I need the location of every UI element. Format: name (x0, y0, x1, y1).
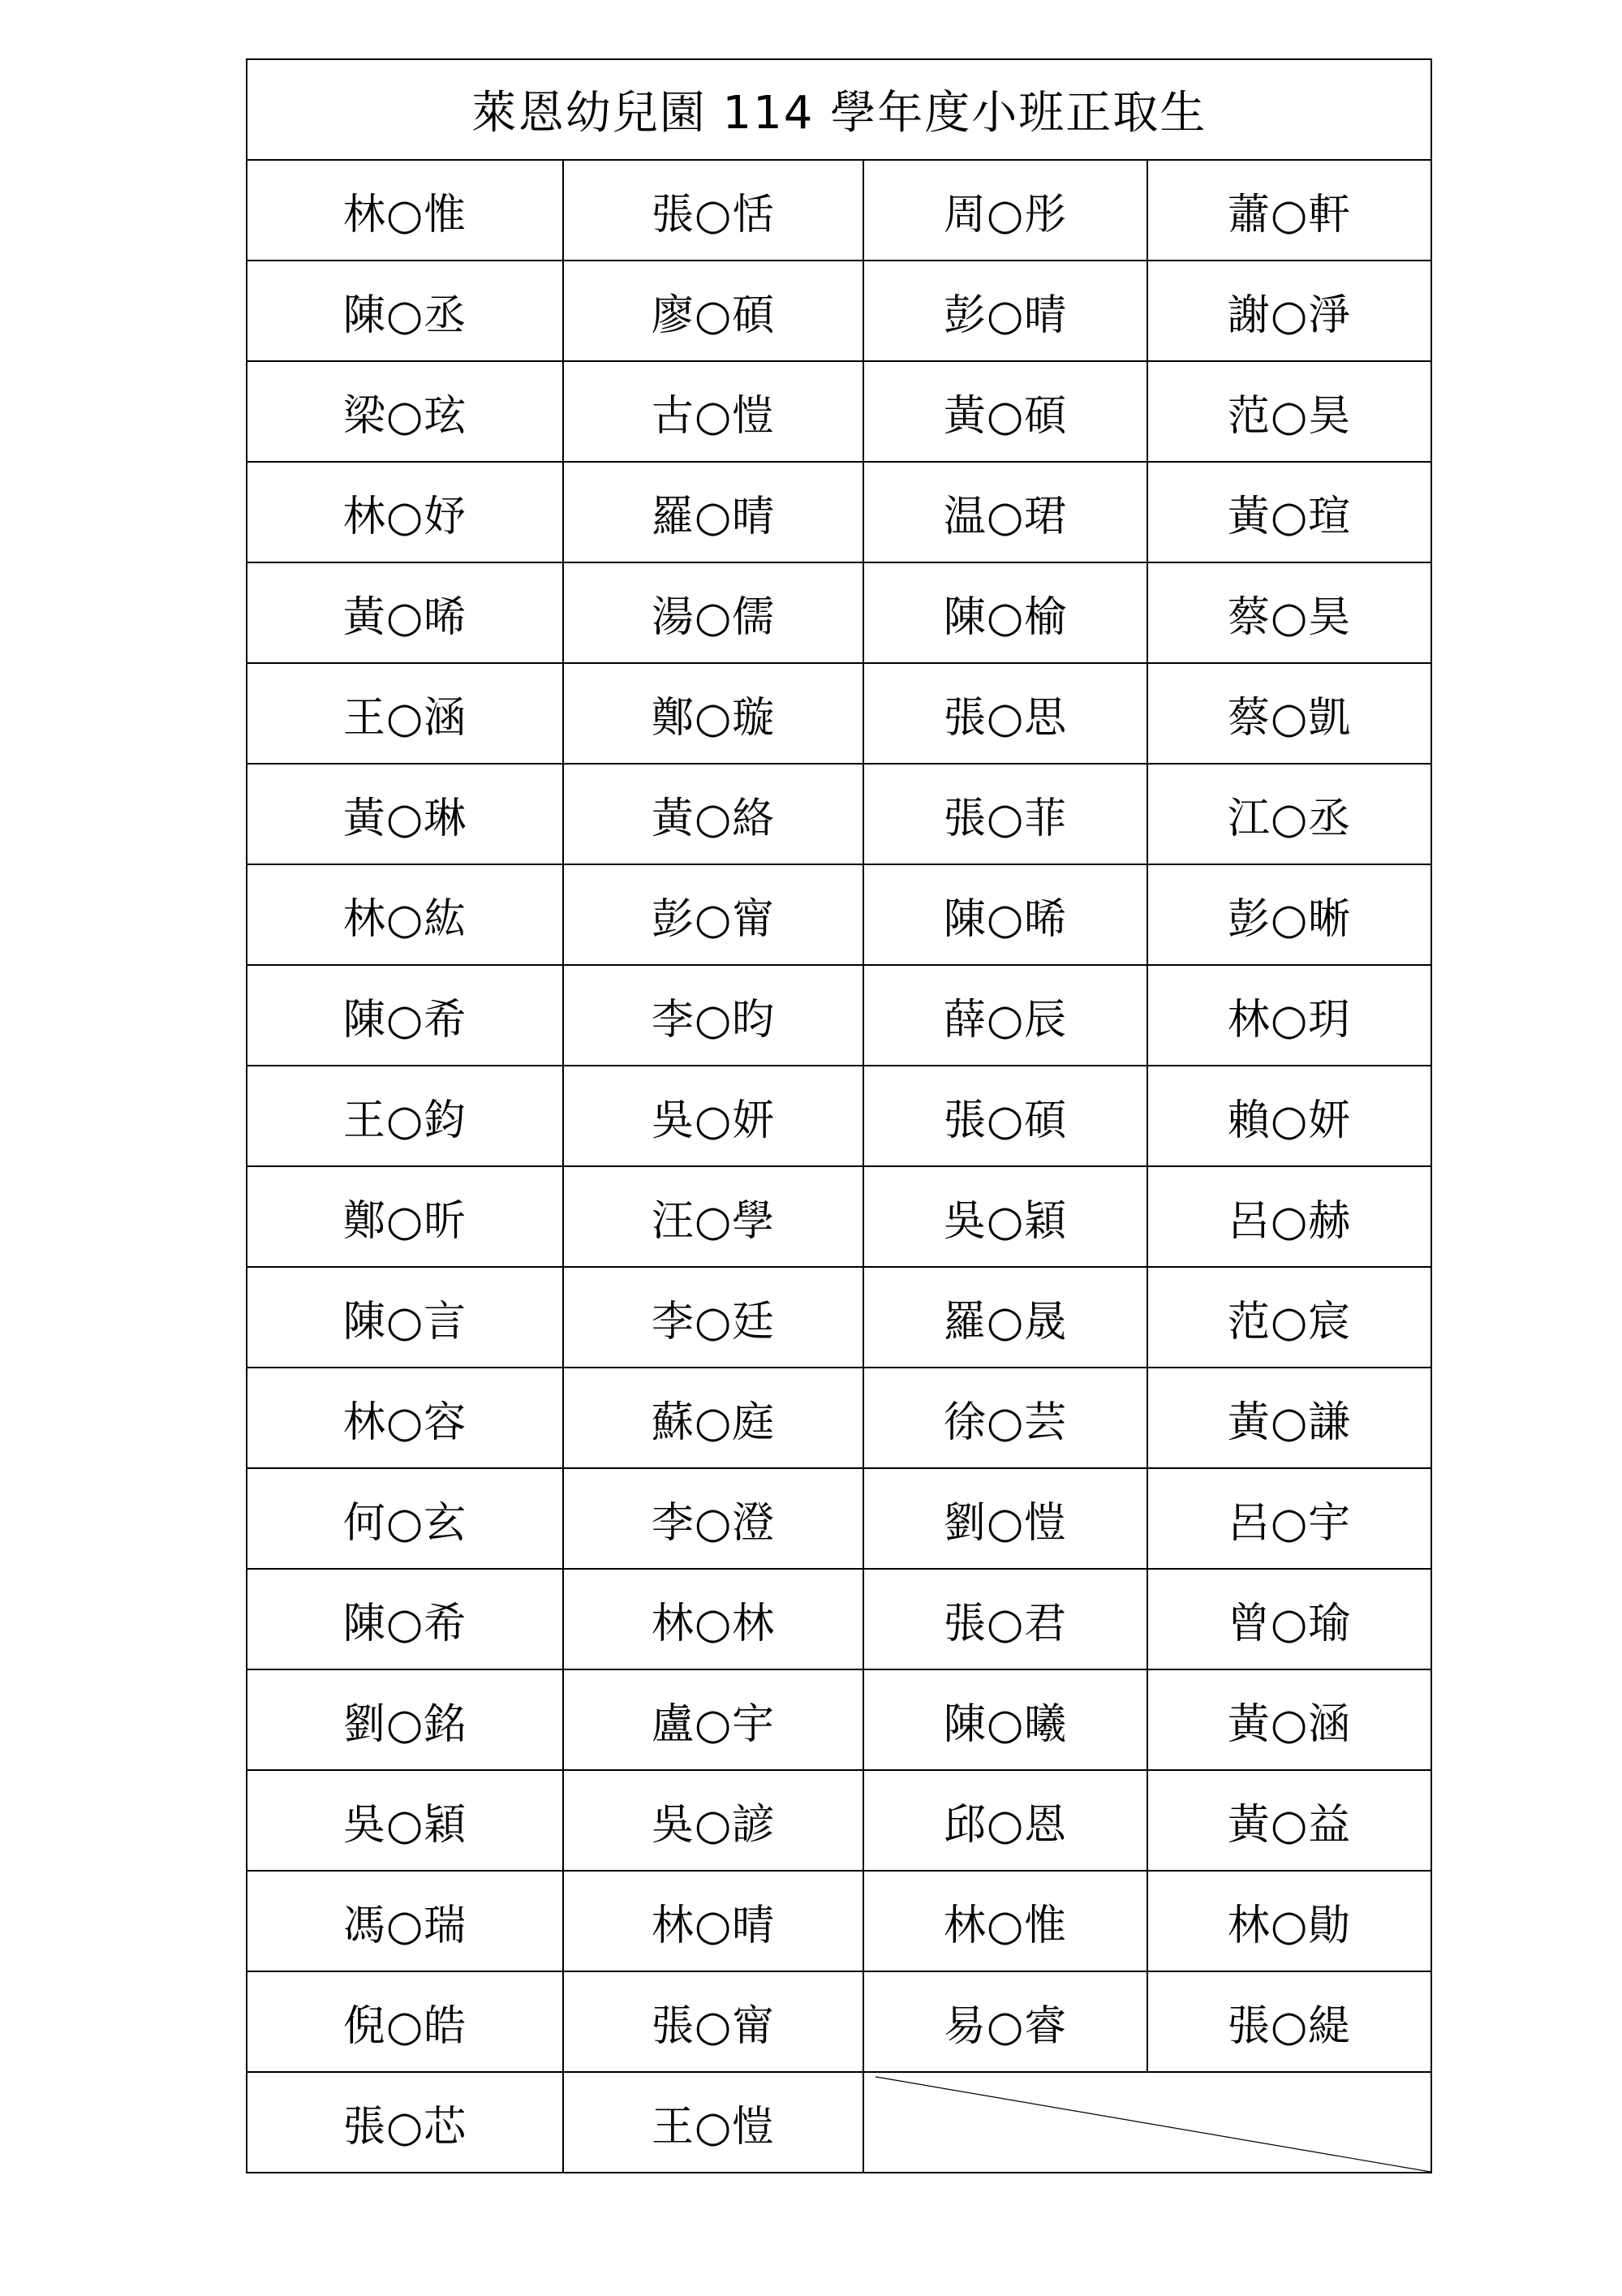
table-row (247, 1770, 1431, 1871)
student-name-cell: 李○廷 (563, 1267, 863, 1368)
student-name-cell: 蔡○凱 (1147, 663, 1431, 764)
table-row (247, 160, 1431, 261)
student-name-cell: 林○勛 (1147, 1871, 1431, 1971)
student-name-cell: 彭○晴 (863, 261, 1147, 361)
student-name-cell: 林○晴 (563, 1871, 863, 1971)
student-name-cell: 陳○丞 (247, 261, 563, 361)
student-name-cell: 張○君 (863, 1569, 1147, 1669)
student-name-cell: 黃○晞 (247, 562, 563, 663)
student-name-cell: 陳○希 (247, 965, 563, 1066)
student-name-cell: 汪○學 (563, 1166, 863, 1267)
student-name-cell: 張○恬 (563, 160, 863, 261)
student-name-cell: 李○昀 (563, 965, 863, 1066)
table-row (247, 1267, 1431, 1368)
student-name-cell: 黃○碩 (863, 361, 1147, 462)
table-row (247, 965, 1431, 1066)
student-name-cell: 黃○琳 (247, 764, 563, 864)
student-name-cell: 鄭○昕 (247, 1166, 563, 1267)
student-name-cell: 彭○甯 (563, 864, 863, 965)
student-name-cell: 湯○儒 (563, 562, 863, 663)
student-name-cell: 吳○諺 (563, 1770, 863, 1871)
student-name-cell: 何○玄 (247, 1468, 563, 1569)
student-name-cell: 林○容 (247, 1368, 563, 1468)
student-name-cell: 林○惟 (863, 1871, 1147, 1971)
student-name-cell: 謝○淨 (1147, 261, 1431, 361)
student-name-cell: 黃○瑄 (1147, 462, 1431, 562)
student-name-cell: 徐○芸 (863, 1368, 1147, 1468)
student-name-cell: 陳○榆 (863, 562, 1147, 663)
student-name-cell: 張○菲 (863, 764, 1147, 864)
student-name-cell: 吳○穎 (247, 1770, 563, 1871)
student-name-cell: 范○昊 (1147, 361, 1431, 462)
student-name-cell: 林○林 (563, 1569, 863, 1669)
student-name-cell: 蔡○昊 (1147, 562, 1431, 663)
student-name-cell: 羅○晟 (863, 1267, 1147, 1368)
empty-cell-diagonal (863, 2072, 1431, 2173)
student-name-cell: 張○甯 (563, 1971, 863, 2072)
student-name-cell: 黃○涵 (1147, 1669, 1431, 1770)
student-name-cell: 黃○謙 (1147, 1368, 1431, 1468)
student-name-cell: 陳○言 (247, 1267, 563, 1368)
student-name-cell: 黃○絡 (563, 764, 863, 864)
student-name-cell: 張○碩 (863, 1066, 1147, 1166)
student-name-cell: 江○丞 (1147, 764, 1431, 864)
student-name-cell: 林○玥 (1147, 965, 1431, 1066)
table-row (247, 2072, 1431, 2173)
student-name-cell: 温○珺 (863, 462, 1147, 562)
student-name-cell: 林○惟 (247, 160, 563, 261)
student-name-cell: 劉○銘 (247, 1669, 563, 1770)
table-row (247, 1871, 1431, 1971)
student-name-cell: 張○緹 (1147, 1971, 1431, 2072)
student-name-cell: 林○妤 (247, 462, 563, 562)
student-name-cell: 呂○宇 (1147, 1468, 1431, 1569)
student-name-cell: 馮○瑞 (247, 1871, 563, 1971)
student-name-cell: 賴○妍 (1147, 1066, 1431, 1166)
table-row (247, 1569, 1431, 1669)
student-name-cell: 呂○赫 (1147, 1166, 1431, 1267)
page-title: 萊恩幼兒園 114 學年度小班正取生 (247, 59, 1431, 160)
student-name-cell: 廖○碩 (563, 261, 863, 361)
student-name-cell: 王○愷 (563, 2072, 863, 2173)
table-row (247, 1669, 1431, 1770)
student-name-cell: 陳○曦 (863, 1669, 1147, 1770)
student-name-cell: 薛○辰 (863, 965, 1147, 1066)
student-name-cell: 李○澄 (563, 1468, 863, 1569)
student-name-cell: 倪○皓 (247, 1971, 563, 2072)
student-name-cell: 曾○瑜 (1147, 1569, 1431, 1669)
student-name-cell: 張○思 (863, 663, 1147, 764)
student-name-cell: 邱○恩 (863, 1770, 1147, 1871)
student-name-cell: 彭○晰 (1147, 864, 1431, 965)
table-row (247, 261, 1431, 361)
table-row (247, 462, 1431, 562)
table-row (247, 764, 1431, 864)
table-row (247, 1166, 1431, 1267)
table-row (247, 361, 1431, 462)
student-name-cell: 吳○妍 (563, 1066, 863, 1166)
student-name-cell: 吳○穎 (863, 1166, 1147, 1267)
table-row (247, 1971, 1431, 2072)
student-name-cell: 盧○宇 (563, 1669, 863, 1770)
table-row (247, 864, 1431, 965)
student-name-cell: 羅○晴 (563, 462, 863, 562)
student-name-cell: 范○宸 (1147, 1267, 1431, 1368)
student-name-cell: 古○愷 (563, 361, 863, 462)
student-name-cell: 梁○玹 (247, 361, 563, 462)
student-name-cell: 周○彤 (863, 160, 1147, 261)
student-name-cell: 黃○益 (1147, 1770, 1431, 1871)
table-row (247, 1066, 1431, 1166)
student-name-cell: 王○鈞 (247, 1066, 563, 1166)
student-name-cell: 張○芯 (247, 2072, 563, 2173)
student-name-cell: 蘇○庭 (563, 1368, 863, 1468)
student-name-cell: 劉○愷 (863, 1468, 1147, 1569)
student-name-cell: 林○紘 (247, 864, 563, 965)
student-name-cell: 陳○希 (247, 1569, 563, 1669)
student-name-cell: 蕭○軒 (1147, 160, 1431, 261)
table-row (247, 1468, 1431, 1569)
table-row (247, 562, 1431, 663)
title-row (247, 59, 1431, 160)
student-name-cell: 易○睿 (863, 1971, 1147, 2072)
student-name-cell: 鄭○璇 (563, 663, 863, 764)
table-row (247, 1368, 1431, 1468)
student-name-cell: 王○涵 (247, 663, 563, 764)
admission-list-sheet (246, 58, 1431, 2173)
admission-table (246, 58, 1432, 2173)
student-name-cell: 陳○晞 (863, 864, 1147, 965)
table-row (247, 663, 1431, 764)
